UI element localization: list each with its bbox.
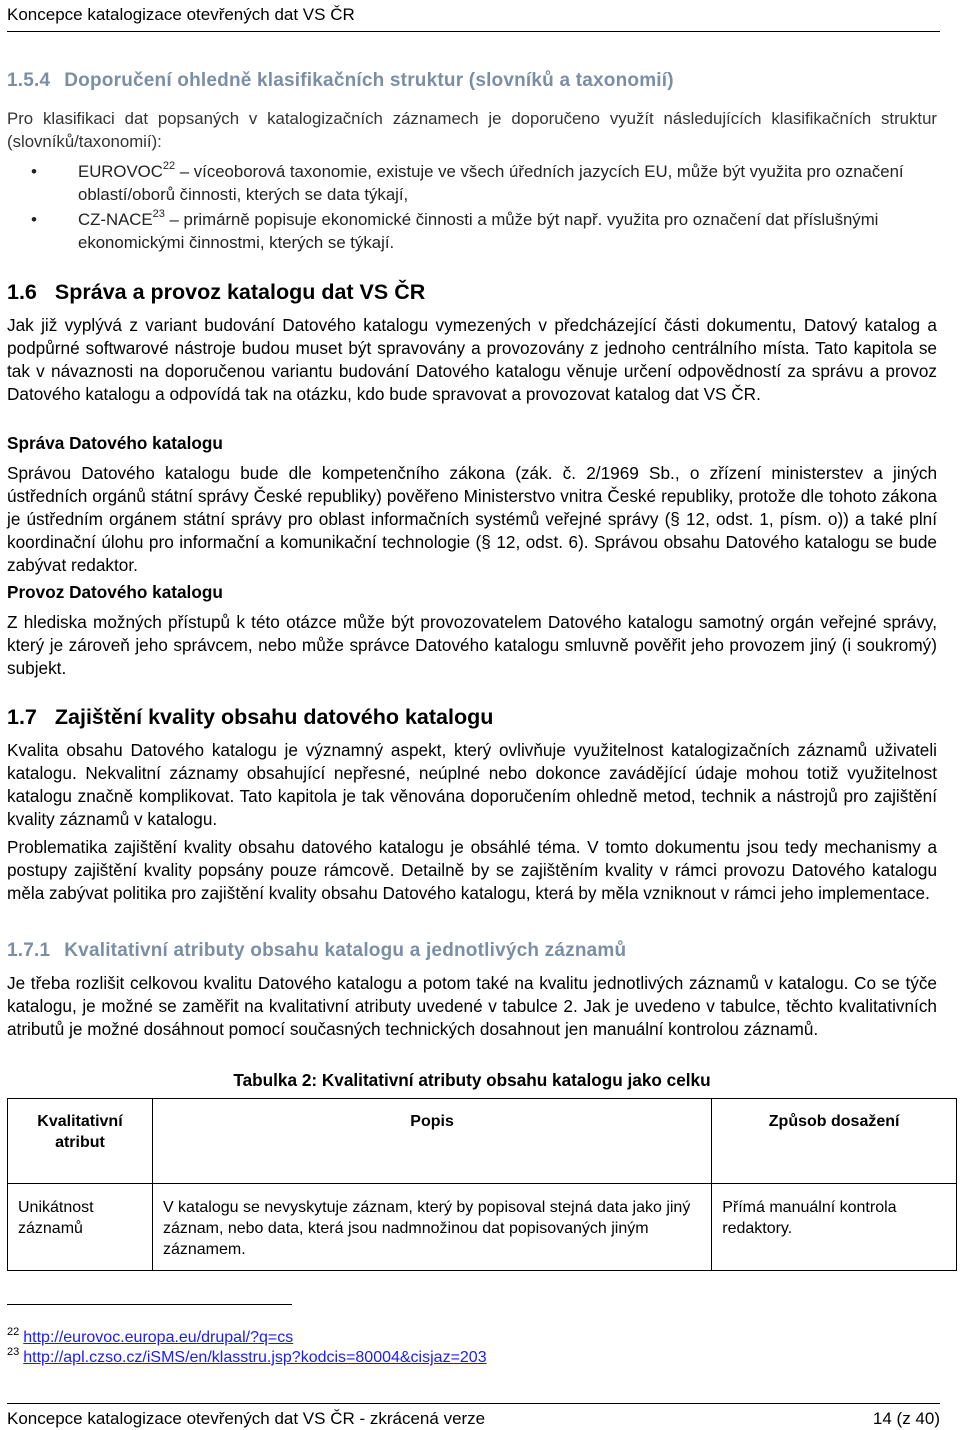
section-1-7-1-heading [7, 940, 626, 962]
list-item [31, 160, 938, 206]
paragraph: Z hlediska možných přístupů k této otázce může být provozovatelem Datového katalogu samotný orgán veřejné správy, který je zároveň jeho správcem, nebo může správce Datového katalogu smluvně pověřit jeho provozem jiný (i soukromý) subjekt. [7, 612, 937, 678]
section-1-5-4-heading [7, 70, 674, 92]
header-title: Koncepce katalogizace otevřených dat VS ČR [7, 5, 355, 24]
subheading: Provoz Datového katalogu [7, 582, 223, 602]
bullet-text: – primárně popisuje ekonomické činnosti a může být např. využita pro označení dat příslušnými ekonomickými činnostmi, kterých se týkají. [78, 210, 879, 252]
section-1-6-heading [7, 280, 425, 305]
table-caption: Tabulka 2: Kvalitativní atributy obsahu katalogu jako celku [233, 1070, 711, 1090]
footnote-link[interactable]: http://eurovoc.europa.eu/drupal/?q=cs [23, 1329, 294, 1346]
footnote-divider [7, 1304, 292, 1305]
running-footer [7, 1403, 940, 1430]
running-header [7, 4, 940, 32]
quality-attributes-table [7, 1098, 957, 1271]
column-header: Způsob dosažení [712, 1099, 957, 1184]
section-1-5-4-intro: Pro klasifikaci dat popsaných v katalogizačních záznamech je doporučeno využít následujících klasifikačních struktur (slovníků/taxonomií): [7, 109, 937, 151]
bullet-icon: • [31, 210, 37, 229]
bullet-icon: • [31, 162, 37, 181]
section-title: Kvalitativní atributy obsahu katalogu a jednotlivých záznamů [64, 940, 627, 961]
footnote-number: 22 [7, 1326, 20, 1338]
section-number: 1.7.1 [7, 940, 51, 961]
subheading: Správa Datového katalogu [7, 433, 223, 453]
paragraph: Jak již vyplývá z variant budování Datového katalogu vymezených v předcházející části dokumentu, Datový katalog a podpůrné softwarové nástroje budou muset být spravovány a provozovány z jednoho centrálního místa. Tato kapitola se tak v návaznosti na doporučenou variantu budování Datového katalogu věnuje určení odpovědností za správu a provoz Datového katalogu a odpovídá tak na otázku, kdo bude spravovat a provozovat katalog dat VS ČR. [7, 315, 937, 404]
page-number: 14 (z 40) [872, 1409, 940, 1428]
footnote-link[interactable]: http://apl.czso.cz/iSMS/en/klasstru.jsp?kodcis=80004&cisjaz=203 [23, 1349, 487, 1366]
table-cell: Unikátnost záznamů [8, 1184, 153, 1271]
bullet-term: CZ-NACE [78, 210, 153, 229]
footnote-ref: 23 [152, 208, 165, 220]
table-cell: V katalogu se nevyskytuje záznam, který by popisoval stejná data jako jiný záznam, nebo data, která jsou nadmnožinou dat popisovaných jiným záznamem. [152, 1184, 711, 1271]
bullet-text: – víceoborová taxonomie, existuje ve všech úředních jazycích EU, může být využita pro označení oblastí/oborů činnosti, kterých se data týkají, [78, 162, 904, 204]
footer-title: Koncepce katalogizace otevřených dat VS ČR - zkrácená verze [7, 1409, 486, 1428]
section-1-7-heading [7, 705, 493, 730]
paragraph: Kvalita obsahu Datového katalogu je významný aspekt, který ovlivňuje využitelnost katalogizačních záznamů uživateli katalogu. Nekvalitní záznamy obsahující nepřesné, neúplné nebo dokonce zavádějící údaje mohou totiž využitelnost katalogu značně komplikovat. Tato kapitola je tak věnována doporučením ohledně metod, technik a nástrojů pro zajištění kvality záznamů v katalogu. [7, 740, 937, 829]
paragraph: Problematika zajištění kvality obsahu datového katalogu je obsáhlé téma. V tomto dokumentu jsou tedy mechanismy a postupy zajištění kvality popsány pouze rámcově. Detailně by se zajištěním kvality v rámci provozu Datového katalogu měla zabývat politika pro zajištění kvality obsahu Datového katalogu, která by měla vzniknout v rámci jeho implementace. [7, 837, 937, 903]
table-row [8, 1184, 957, 1271]
list-item [31, 208, 938, 254]
table-cell: Přímá manuální kontrola redaktory. [712, 1184, 957, 1271]
section-title: Zajištění kvality obsahu datového katalogu [54, 705, 494, 729]
footnote-number: 23 [7, 1346, 20, 1358]
column-header: Popis [152, 1099, 711, 1184]
footnote [7, 1342, 487, 1368]
footnote-ref: 22 [162, 160, 176, 172]
column-header: Kvalitativní atribut [8, 1099, 153, 1184]
bullet-term: EUROVOC [78, 162, 163, 181]
section-title: Doporučení ohledně klasifikačních struktur (slovníků a taxonomií) [64, 70, 674, 91]
section-number: 1.5.4 [7, 70, 51, 91]
section-number: 1.6 [7, 280, 37, 304]
paragraph: Je třeba rozlišit celkovou kvalitu Datového katalogu a potom také na kvalitu jednotlivých záznamů v katalogu. Co se týče katalogu, je možné se zaměřit na kvalitativní atributy uvedené v tabulce 2. Jak je uvedeno v tabulce, těchto kvalitativních atributů je možné dosáhnout pomocí současných technických dosahnout jen manuální kontrolou záznamů. [7, 973, 937, 1039]
paragraph: Správou Datového katalogu bude dle kompetenčního zákona (zák. č. 2/1969 Sb., o zřízení ministerstev a jiných ústředních orgánů státní správy České republiky) pověřeno Ministerstvo vnitra České republiky, protože dle tohoto zákona je ústředním orgánem státní správy pro oblast informačních systémů veřejné správy (§ 12, odst. 1, písm. o)) a také plní koordinační úlohu pro informační a komunikační technologie (§ 12, odst. 6). Správou obsahu Datového katalogu se bude zabývat redaktor. [7, 463, 937, 575]
table-header-row [8, 1099, 957, 1184]
section-title: Správa a provoz katalogu dat VS ČR [54, 280, 426, 304]
section-number: 1.7 [7, 705, 37, 729]
